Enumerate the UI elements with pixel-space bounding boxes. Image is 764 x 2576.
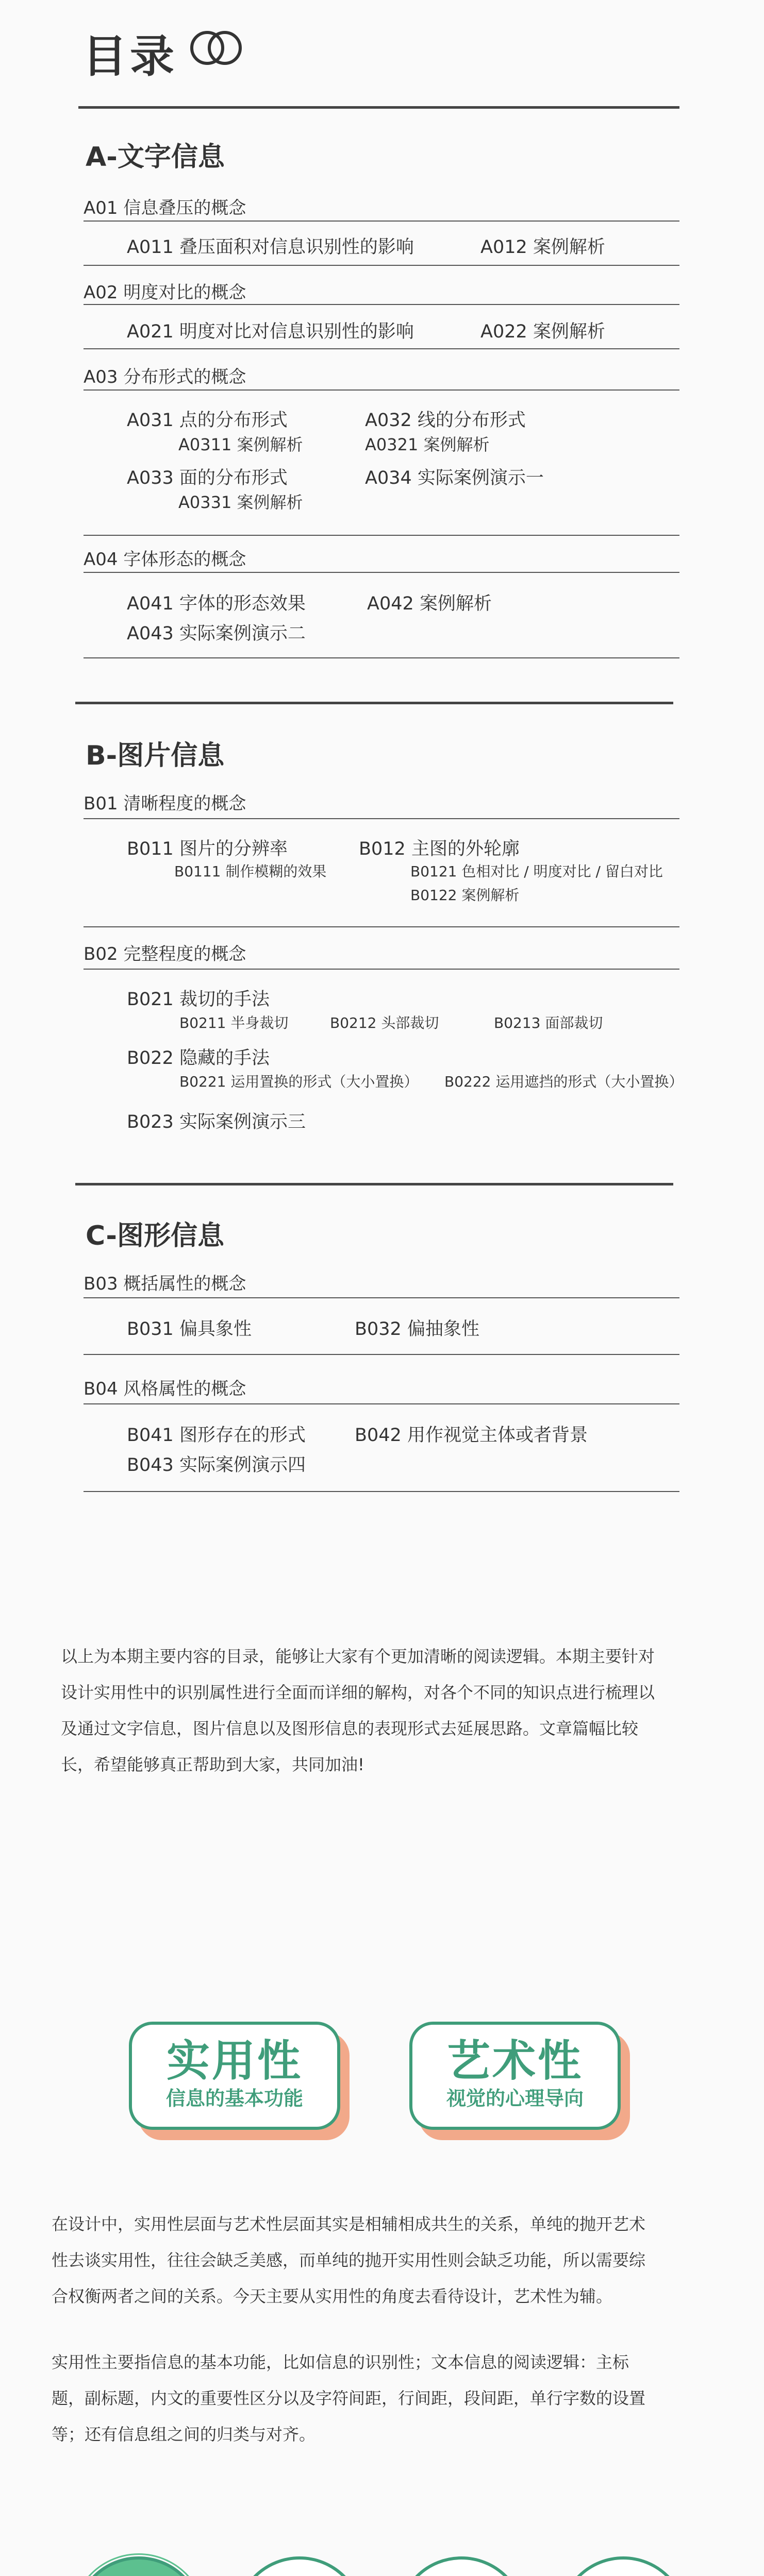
toc-subitem: B0213 面部裁切 <box>494 1014 603 1031</box>
section-c-title: C-图形信息 <box>86 1221 224 1251</box>
body-line: 在设计中，实用性层面与艺术性层面其实是相辅相成共生的关系，单纯的抛开艺术 <box>52 2214 646 2234</box>
divider <box>84 1297 679 1298</box>
toc-item: B012 主图的外轮廓 <box>359 839 520 859</box>
page-title: 目录 <box>82 31 177 82</box>
toc-subitem: B0111 制作模糊的效果 <box>174 863 327 880</box>
intro-line: 以上为本期主要内容的目录，能够让大家有个更加清晰的阅读逻辑。本期主要针对 <box>61 1647 655 1666</box>
divider <box>84 535 679 536</box>
b03-heading: B03 概括属性的概念 <box>84 1274 246 1294</box>
divider <box>75 1183 673 1185</box>
pill-title: 艺术性 <box>446 2036 583 2086</box>
toc-item: A042 案例解析 <box>367 594 492 614</box>
toc-item: A041 字体的形态效果 <box>127 594 306 614</box>
toc-subitem: B0221 运用置换的形式（大小置换） <box>179 1073 419 1090</box>
toc-item: A021 明度对比对信息识别性的影响 <box>127 321 414 342</box>
toc-item: A033 面的分布形式 <box>127 468 288 488</box>
intro-line: 设计实用性中的识别属性进行全面而详细的解构，对各个不同的知识点进行梳理以 <box>61 1683 655 1702</box>
toc-item: B043 实际案例演示四 <box>127 1455 306 1476</box>
toc-item: A022 案例解析 <box>480 321 605 342</box>
a03-heading: A03 分布形式的概念 <box>84 367 246 387</box>
toc-subitem: A0311 案例解析 <box>178 435 303 454</box>
toc-item: A034 实际案例演示一 <box>365 468 544 488</box>
b02-heading: B02 完整程度的概念 <box>84 944 246 964</box>
artistry-card <box>409 2022 621 2130</box>
divider <box>84 348 679 349</box>
toc-item: B041 图形存在的形式 <box>127 1425 306 1446</box>
body-line: 合权衡两者之间的关系。今天主要从实用性的角度去看待设计，艺术性为辅。 <box>52 2286 613 2306</box>
pill-caption: 视觉的心理导向 <box>446 2087 584 2110</box>
toc-subitem: A0331 案例解析 <box>178 493 303 512</box>
a01-heading: A01 信息叠压的概念 <box>84 198 246 218</box>
toc-item: A012 案例解析 <box>480 237 605 258</box>
toc-item: B023 实际案例演示三 <box>127 1112 306 1132</box>
a02-heading: A02 明度对比的概念 <box>84 282 246 303</box>
intro-line: 长，希望能够真正帮助到大家，共同加油! <box>61 1755 364 1774</box>
divider <box>84 304 679 305</box>
intro-line: 及通过文字信息，图片信息以及图形信息的表现形式去延展思路。文章篇幅比较 <box>61 1719 639 1738</box>
toc-item: B031 偏具象性 <box>127 1319 252 1340</box>
section-a-title: A-文字信息 <box>86 142 225 173</box>
toc-subitem: A0321 案例解析 <box>365 435 490 454</box>
body-line: 题，副标题，内文的重要性区分以及字符间距，行间距，段间距，单行字数的设置 <box>52 2388 646 2408</box>
toc-item: B021 裁切的手法 <box>127 989 270 1010</box>
divider <box>84 389 679 391</box>
divider <box>84 1403 679 1404</box>
divider <box>84 818 679 819</box>
a04-heading: A04 字体形态的概念 <box>84 549 246 570</box>
body-line: 性去谈实用性，往往会缺乏美感，而单纯的抛开实用性则会缺乏功能，所以需要综 <box>52 2250 646 2270</box>
divider <box>78 106 679 109</box>
divider <box>84 926 679 927</box>
info-grouping-circle <box>397 2556 526 2576</box>
reading-logic-circle <box>559 2556 688 2576</box>
toc-item: B011 图片的分辨率 <box>127 839 288 859</box>
b01-heading: B01 清晰程度的概念 <box>84 793 246 814</box>
pill-caption: 信息的基本功能 <box>165 2087 303 2110</box>
toc-subitem: B0211 半身裁切 <box>179 1014 289 1031</box>
toc-item: A011 叠压面积对信息识别性的影响 <box>127 237 414 258</box>
toc-item: B042 用作视觉主体或者背景 <box>355 1425 588 1446</box>
body-line: 等；还有信息组之间的归类与对齐。 <box>52 2425 316 2444</box>
body-line: 实用性主要指信息的基本功能，比如信息的识别性；文本信息的阅读逻辑：主标 <box>52 2352 629 2372</box>
divider <box>84 1491 679 1492</box>
divider <box>75 702 673 704</box>
pill-title: 实用性 <box>166 2036 303 2086</box>
divider <box>84 572 679 573</box>
section-b-title: B-图片信息 <box>86 740 225 771</box>
divider <box>84 657 679 658</box>
toc-item: B022 隐藏的手法 <box>127 1048 270 1069</box>
toc-subitem: B0121 色相对比 / 明度对比 / 留白对比 <box>410 863 663 880</box>
toc-item: A031 点的分布形式 <box>127 410 288 431</box>
alignment-attribute-circle <box>235 2556 364 2576</box>
divider <box>84 1354 679 1355</box>
practicality-card <box>129 2022 340 2130</box>
toc-item: A043 实际案例演示二 <box>127 623 306 644</box>
b04-heading: B04 风格属性的概念 <box>84 1379 246 1399</box>
toc-item: A032 线的分布形式 <box>365 410 526 431</box>
toc-subitem: B0222 运用遮挡的形式（大小置换） <box>444 1073 684 1090</box>
double-ring-icon <box>188 30 244 66</box>
divider <box>84 265 679 266</box>
divider <box>84 221 679 222</box>
toc-subitem: B0122 案例解析 <box>410 887 520 904</box>
toc-subitem: B0212 头部裁切 <box>330 1014 439 1031</box>
divider <box>84 969 679 970</box>
toc-item: B032 偏抽象性 <box>355 1319 479 1340</box>
